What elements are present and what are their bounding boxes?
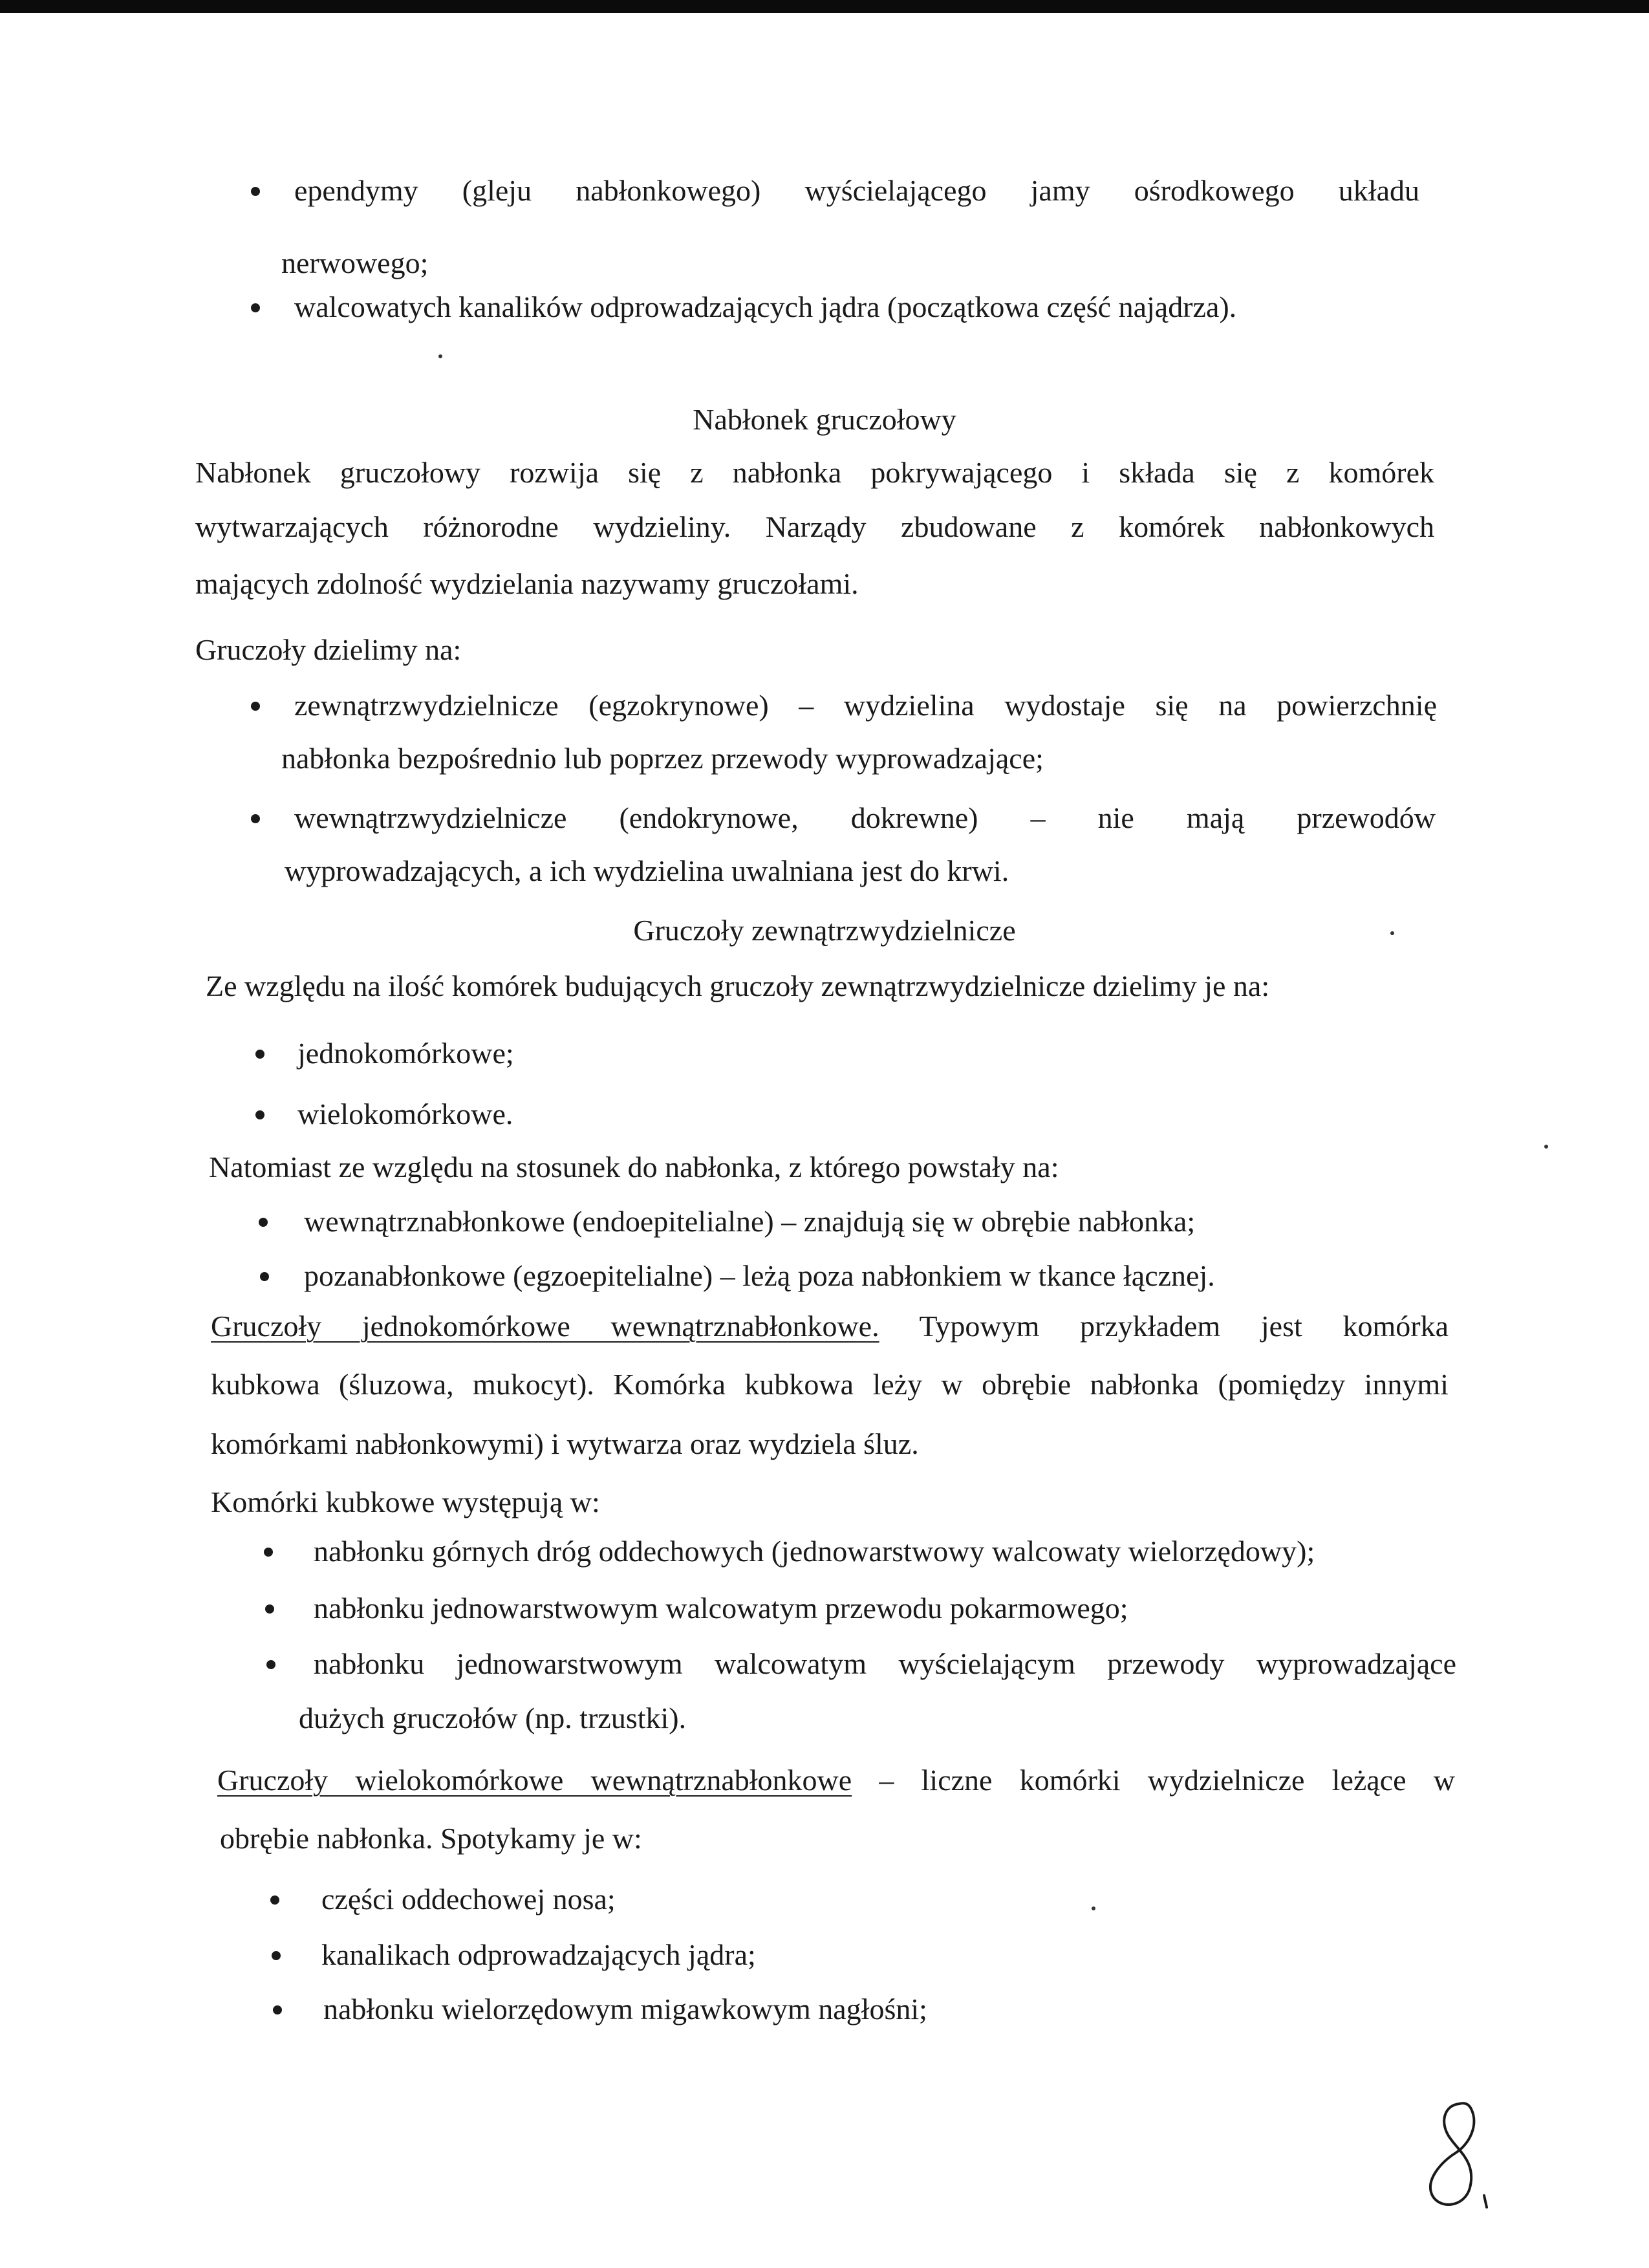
text-line: wytwarzających różnorodne wydzieliny. Narządy zbudowane z komórek nabłonkowych [195, 510, 1434, 543]
scan-speck [1544, 1145, 1548, 1149]
text-line [211, 1312, 1449, 1341]
scan-top-border [0, 0, 1649, 13]
section-heading: Gruczoły zewnątrzwydzielnicze [633, 914, 1016, 947]
bullet-icon [260, 1272, 269, 1281]
text-line: komórkami nabłonkowymi) i wytwarza oraz wydziela śluz. [211, 1427, 919, 1460]
bullet-icon [264, 1548, 273, 1557]
text-line: obrębie nabłonka. Spotykamy je w: [220, 1822, 642, 1855]
bullet-icon [270, 1895, 279, 1905]
text-line: kubkowa (śluzowa, mukocyt). Komórka kubkowa leży w obrębie nabłonka (pomiędzy innymi [211, 1368, 1449, 1401]
list-item: nabłonku górnych dróg oddechowych (jednowarstwowy walcowaty wielorzędowy); [314, 1535, 1315, 1568]
scan-speck [1390, 931, 1394, 935]
scan-speck [1092, 1906, 1095, 1910]
list-item: walcowatych kanalików odprowadzających jądra (początkowa część najądrza). [294, 290, 1237, 323]
text-line: dużych gruczołów (np. trzustki). [299, 1701, 687, 1734]
line-text: Typowym przykładem jest komórka [879, 1310, 1449, 1343]
text-line [217, 1766, 1455, 1795]
bullet-icon [255, 1050, 264, 1059]
text-line: wyprowadzających, a ich wydzielina uwalniana jest do krwi. [285, 854, 1009, 887]
list-item: wewnątrznabłonkowe (endoepitelialne) – znajdują się w obrębie nabłonka; [304, 1205, 1196, 1238]
bullet-icon [273, 2005, 282, 2014]
list-item: nabłonku jednowarstwowym walcowatym przewodu pokarmowego; [314, 1592, 1128, 1625]
list-item: jednokomórkowe; [297, 1037, 514, 1070]
bullet-icon [255, 1110, 264, 1119]
text-line: nabłonka bezpośrednio lub poprzez przewody wyprowadzające; [281, 742, 1044, 775]
bullet-icon [251, 814, 260, 823]
underlined-term: Gruczoły jednokomórkowe wewnątrznabłonkowe. [211, 1310, 879, 1343]
bullet-icon [251, 702, 260, 711]
text-line: nerwowego; [281, 246, 429, 279]
bullet-icon [266, 1660, 275, 1669]
line-text: – liczne komórki wydzielnicze leżące w [852, 1764, 1456, 1797]
text-line: Natomiast ze względu na stosunek do nabłonka, z którego powstały na: [209, 1150, 1059, 1183]
bullet-icon [259, 1218, 268, 1227]
handwritten-page-number [1419, 2099, 1497, 2218]
section-heading: Nabłonek gruczołowy [693, 403, 956, 436]
underlined-term: Gruczoły wielokomórkowe wewnątrznabłonkowe [217, 1764, 852, 1797]
bullet-icon [272, 1951, 281, 1960]
text-line: Ze względu na ilość komórek budujących gruczoły zewnątrzwydzielnicze dzielimy je na: [206, 969, 1270, 1002]
text-line: Nabłonek gruczołowy rozwija się z nabłonka pokrywającego i składa się z komórek [195, 456, 1434, 489]
list-item: kanalikach odprowadzających jądra; [321, 1938, 756, 1971]
list-item: nabłonku jednowarstwowym walcowatym wyścielającym przewody wyprowadzające [314, 1647, 1456, 1680]
list-item: zewnątrzwydzielnicze (egzokrynowe) – wydzielina wydostaje się na powierzchnię [294, 689, 1437, 722]
list-item: ependymy (gleju nabłonkowego) wyścielającego jamy ośrodkowego układu [294, 174, 1419, 207]
list-item: wielokomórkowe. [297, 1097, 513, 1130]
list-item: nabłonku wielorzędowym migawkowym nagłośni; [323, 1993, 927, 2025]
bullet-icon [251, 303, 260, 312]
bullet-icon [251, 187, 260, 196]
text-line: Gruczoły dzielimy na: [195, 633, 462, 666]
text-line: mających zdolność wydzielania nazywamy gruczołami. [195, 567, 859, 600]
list-item: pozanabłonkowe (egzoepitelialne) – leżą poza nabłonkiem w tkance łącznej. [304, 1259, 1215, 1292]
scan-speck [438, 354, 442, 358]
list-item: części oddechowej nosa; [321, 1883, 616, 1916]
text-line: Komórki kubkowe występują w: [211, 1485, 600, 1518]
list-item: wewnątrzwydzielnicze (endokrynowe, dokrewne) – nie mają przewodów [294, 801, 1436, 834]
bullet-icon [265, 1604, 274, 1614]
